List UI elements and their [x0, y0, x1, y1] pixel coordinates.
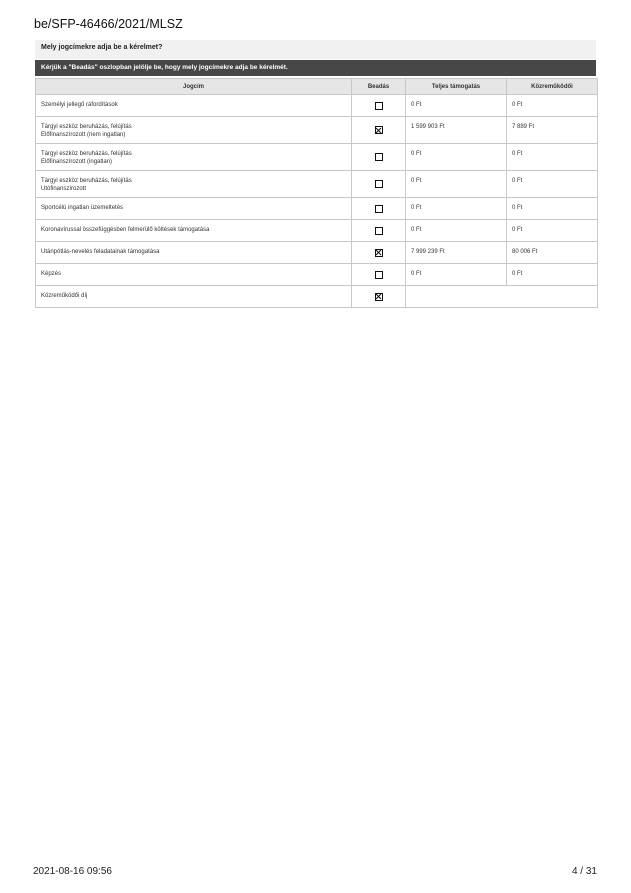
- jogcim-cell: [36, 117, 352, 144]
- beadas-cell: [352, 117, 406, 144]
- jogcim-label: Tárgyi eszköz beruházás, felújítás: [41, 151, 132, 157]
- footer-page-number: 4 / 31: [571, 866, 597, 877]
- column-header-beadas: Beadás: [352, 79, 406, 95]
- jogcim-cell: [36, 264, 352, 286]
- beadas-cell: [352, 144, 406, 171]
- beadas-cell: [352, 264, 406, 286]
- checked-checkbox[interactable]: [375, 293, 383, 301]
- jogcim-cell: [36, 220, 352, 242]
- table-row: [36, 144, 598, 171]
- document-id: be/SFP-46466/2021/MLSZ: [34, 17, 183, 31]
- table-row: [36, 95, 598, 117]
- jogcim-label: Személyi jellegű ráfordítások: [41, 102, 118, 108]
- kozremukodoi-cell: 80 006 Ft: [507, 242, 598, 264]
- table-row: [36, 242, 598, 264]
- jogcim-cell: [36, 95, 352, 117]
- kozremukodoi-cell: 0 Ft: [507, 95, 598, 117]
- teljes-tamogatas-cell: 0 Ft: [406, 220, 507, 242]
- jogcim-cell: [36, 242, 352, 264]
- table-row: [36, 264, 598, 286]
- kozremukodoi-cell: 7 889 Ft: [507, 117, 598, 144]
- unchecked-checkbox[interactable]: [375, 153, 383, 161]
- unchecked-checkbox[interactable]: [375, 180, 383, 188]
- jogcim-label: Közreműködői díj: [41, 293, 88, 299]
- teljes-tamogatas-cell: 0 Ft: [406, 264, 507, 286]
- unchecked-checkbox[interactable]: [375, 102, 383, 110]
- table-row: [36, 198, 598, 220]
- column-header-kozremukodoi: Közreműködői: [507, 79, 598, 95]
- footer-timestamp: 2021-08-16 09:56: [33, 866, 112, 877]
- beadas-cell: [352, 286, 406, 308]
- column-header-jogcim: Jogcím: [36, 79, 352, 95]
- jogcim-label: Utánpótlás-nevelés feladatainak támogatása: [41, 249, 160, 255]
- jogcim-label: Tárgyi eszköz beruházás, felújítás: [41, 178, 132, 184]
- jogcim-cell: [36, 198, 352, 220]
- teljes-tamogatas-cell: 0 Ft: [406, 144, 507, 171]
- jogcim-label: Utófinanszírozott: [41, 186, 87, 192]
- kozremukodoi-cell: 0 Ft: [507, 264, 598, 286]
- kozremukodoi-cell: 0 Ft: [507, 171, 598, 198]
- teljes-tamogatas-cell: 1 599 903 Ft: [406, 117, 507, 144]
- jogcim-cell: [36, 286, 352, 308]
- table-row: [36, 286, 598, 308]
- beadas-cell: [352, 220, 406, 242]
- jogcim-label: Képzés: [41, 271, 62, 277]
- beadas-cell: [352, 95, 406, 117]
- table-row: [36, 220, 598, 242]
- teljes-tamogatas-cell: 0 Ft: [406, 198, 507, 220]
- unchecked-checkbox[interactable]: [375, 205, 383, 213]
- jogcim-label: Koronavírussal összefüggésben felmerülő költések támogatása: [41, 227, 210, 233]
- checked-checkbox[interactable]: [375, 126, 383, 134]
- empty-amount-cell: [406, 286, 598, 308]
- jogcim-cell: [36, 171, 352, 198]
- table-row: [36, 117, 598, 144]
- teljes-tamogatas-cell: 0 Ft: [406, 95, 507, 117]
- checked-checkbox[interactable]: [375, 249, 383, 257]
- jogcim-label: Sportcélú ingatlan üzemeltetés: [41, 205, 124, 211]
- beadas-cell: [352, 242, 406, 264]
- section-question: Mely jogcímekre adja be a kérelmet?: [35, 40, 596, 59]
- column-header-teljes-tamogatas: Teljes támogatás: [406, 79, 507, 95]
- kozremukodoi-cell: 0 Ft: [507, 144, 598, 171]
- table-header-row: [36, 79, 598, 95]
- jogcim-label: Előfinanszírozott (nem ingatlan): [41, 132, 126, 138]
- section-instruction: Kérjük a "Beadás" oszlopban jelölje be, hogy mely jogcímekre adja be kérelmét.: [35, 60, 596, 76]
- unchecked-checkbox[interactable]: [375, 227, 383, 235]
- jogcim-cell: [36, 144, 352, 171]
- beadas-cell: [352, 171, 406, 198]
- teljes-tamogatas-cell: 7 999 239 Ft: [406, 242, 507, 264]
- kozremukodoi-cell: 0 Ft: [507, 198, 598, 220]
- jogcim-table: [35, 78, 598, 308]
- jogcim-label: Előfinanszírozott (ingatlan): [41, 159, 113, 165]
- teljes-tamogatas-cell: 0 Ft: [406, 171, 507, 198]
- unchecked-checkbox[interactable]: [375, 271, 383, 279]
- table-row: [36, 171, 598, 198]
- beadas-cell: [352, 198, 406, 220]
- jogcim-label: Tárgyi eszköz beruházás, felújítás: [41, 124, 132, 130]
- kozremukodoi-cell: 0 Ft: [507, 220, 598, 242]
